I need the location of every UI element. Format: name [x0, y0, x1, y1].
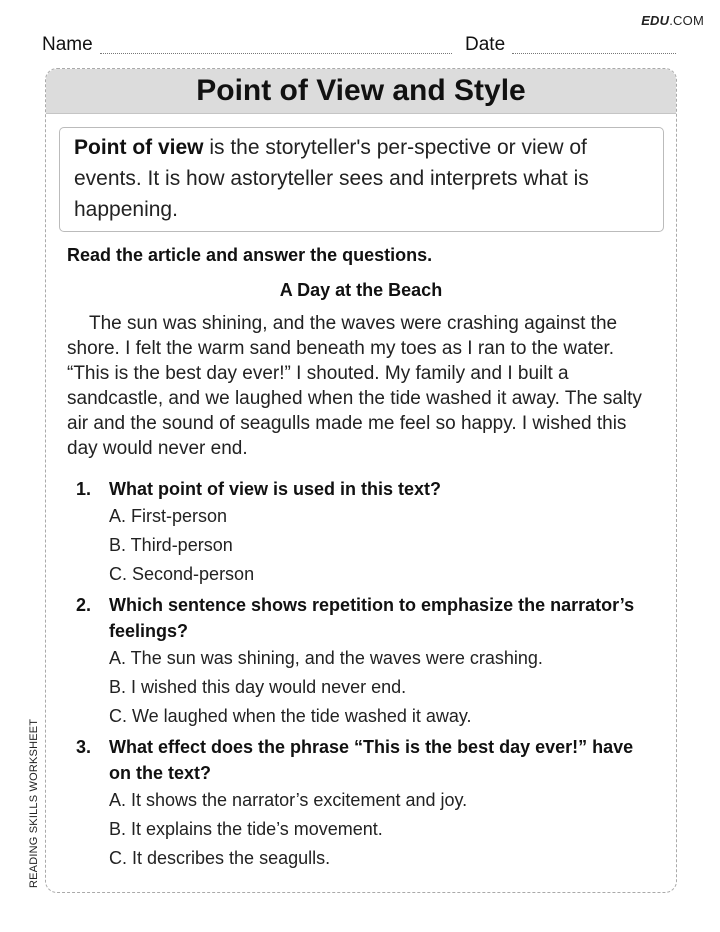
- article-body: The sun was shining, and the waves were crashing against the shore. I felt the warm sand beneath my toes as I ran to the water. “This is the best day ever!” I shouted. My family and I built a sandcastle, and we laughed when the tide washed it away. The salty air and the sound of seagulls made me feel so happy. I wished this day would never end.: [67, 313, 642, 459]
- option-c: C. Second-person: [109, 564, 255, 584]
- definition-text: is the storyteller's per-spective or view of events. It is how astoryteller sees and interprets what is happening.: [74, 136, 589, 221]
- worksheet-card: [45, 68, 677, 893]
- option-a: A. It shows the narrator’s excitement and joy.: [109, 790, 468, 810]
- brand-logo: [641, 13, 704, 28]
- definition-term: Point of view: [74, 136, 204, 159]
- name-line: [100, 53, 452, 54]
- side-label: READING SKILLS WORKSHEET: [28, 718, 40, 888]
- option-a: A. First-person: [109, 506, 228, 526]
- name-date-row: [42, 32, 676, 56]
- question-1: [76, 476, 656, 589]
- title-bar: [46, 69, 676, 114]
- question-number: 1.: [76, 479, 92, 499]
- article-title: A Day at the Beach: [279, 280, 443, 300]
- question-number: 2.: [76, 595, 92, 615]
- question-number: 3.: [76, 737, 92, 757]
- option-b: B. I wished this day would never end.: [109, 677, 407, 697]
- brand-logo-bold: EDU: [641, 13, 670, 28]
- question-text: What point of view is used in this text?: [109, 479, 442, 499]
- option-b: B. It explains the tide’s movement.: [109, 819, 383, 839]
- date-label: Date: [465, 34, 506, 55]
- worksheet-title: Point of View and Style: [196, 74, 526, 107]
- option-b: B. Third-person: [109, 535, 233, 555]
- question-list: [76, 476, 656, 876]
- question-text: What effect does the phrase “This is the best day ever!” have on the text?: [109, 737, 634, 783]
- question-3: [76, 734, 656, 873]
- brand-logo-rest: .COM: [669, 13, 704, 28]
- date-line: [512, 53, 676, 54]
- option-c: C. It describes the seagulls.: [109, 848, 331, 868]
- option-c: C. We laughed when the tide washed it away.: [109, 706, 472, 726]
- instructions: Read the article and answer the questions.: [67, 245, 433, 265]
- option-a: A. The sun was shining, and the waves were crashing.: [109, 648, 543, 668]
- question-text: Which sentence shows repetition to emphasize the narrator’s feelings?: [109, 595, 635, 641]
- question-2: [76, 592, 656, 731]
- definition-box: [59, 127, 664, 232]
- name-label: Name: [42, 34, 93, 55]
